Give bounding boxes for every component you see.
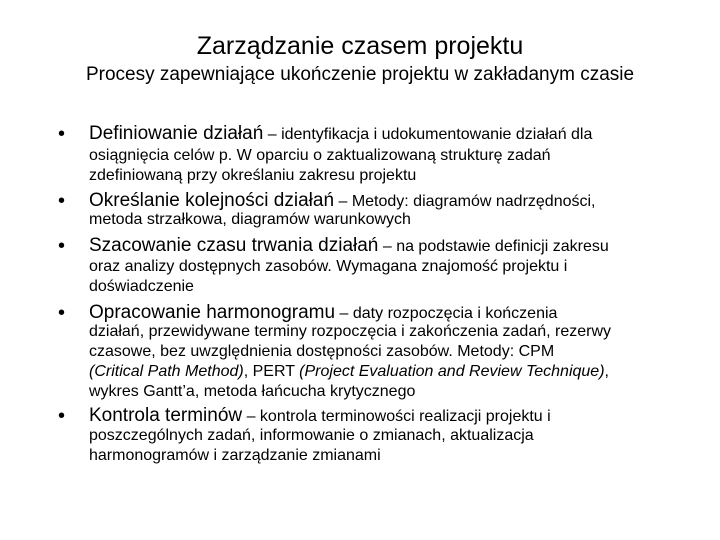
bullet-line: doświadczenie [89, 278, 194, 295]
bullet-desc: – identyfikacja i udokumentowanie działań dla [267, 126, 593, 143]
bullet-line: zdefiniowaną przy określaniu zakresu projektu [89, 167, 417, 184]
bullet-desc: – kontrola terminowości realizacji projektu i [246, 408, 551, 425]
slide-title: Zarządzanie czasem projektu [196, 32, 524, 60]
bullet-marker: • [58, 190, 66, 212]
bullet-head-line [89, 234, 609, 259]
bullet-marker: • [58, 302, 66, 324]
bullet-term: Definiowanie działań [89, 123, 264, 144]
bullet-line: działań, przewidywane terminy rozpoczęcia i zakończenia zadań, rezerwy [89, 323, 612, 340]
bullet-line: wykres Gantt’a, metoda łańcucha krytycznego [89, 383, 416, 400]
bullet-line: metoda strzałkowa, diagramów warunkowych [89, 211, 411, 228]
bullet-continuation [89, 426, 689, 466]
bullet-marker: • [58, 123, 66, 145]
bullet-continuation [89, 146, 689, 186]
bullet-term: Kontrola terminów [89, 405, 243, 426]
bullet-marker: • [58, 235, 66, 257]
bullet-continuation [89, 210, 689, 230]
bullet-continuation [89, 257, 689, 297]
pert-italic: (Project Evaluation and Review Technique) [299, 363, 605, 380]
bullet-line: czasowe, bez uwzględnienia dostępności zasobów. Metody: CPM [89, 343, 555, 360]
cpm-separator: , PERT [243, 363, 300, 380]
bullet-marker: • [58, 405, 66, 427]
slide-subtitle: Procesy zapewniające ukończenie projektu w zakładanym czasie [85, 64, 635, 85]
bullet-line: harmonogramów i zarządzanie zmianami [89, 447, 381, 464]
bullet-head-line [89, 122, 592, 147]
bullet-term: Określanie kolejności działań [89, 190, 335, 211]
bullet-desc: – Metody: diagramów nadrzędności, [338, 193, 596, 210]
cpm-italic: (Critical Path Method) [89, 363, 244, 380]
pert-end: , [604, 363, 609, 380]
bullet-line: osiągnięcia celów p. W oparciu o zaktualizowaną strukturę zadań [89, 147, 551, 164]
bullet-continuation [89, 322, 689, 402]
bullet-term: Opracowanie harmonogramu [89, 302, 336, 323]
bullet-desc: – daty rozpoczęcia i kończenia [339, 305, 558, 322]
bullet-desc: – na podstawie definicji zakresu [382, 238, 609, 255]
bullet-line: oraz analizy dostępnych zasobów. Wymagana znajomość projektu i [89, 258, 568, 275]
bullet-line-methods [89, 362, 689, 382]
bullet-term: Szacowanie czasu trwania działań [89, 235, 379, 256]
bullet-line: poszczególnych zadań, informowanie o zmianach, aktualizacja [89, 427, 534, 444]
